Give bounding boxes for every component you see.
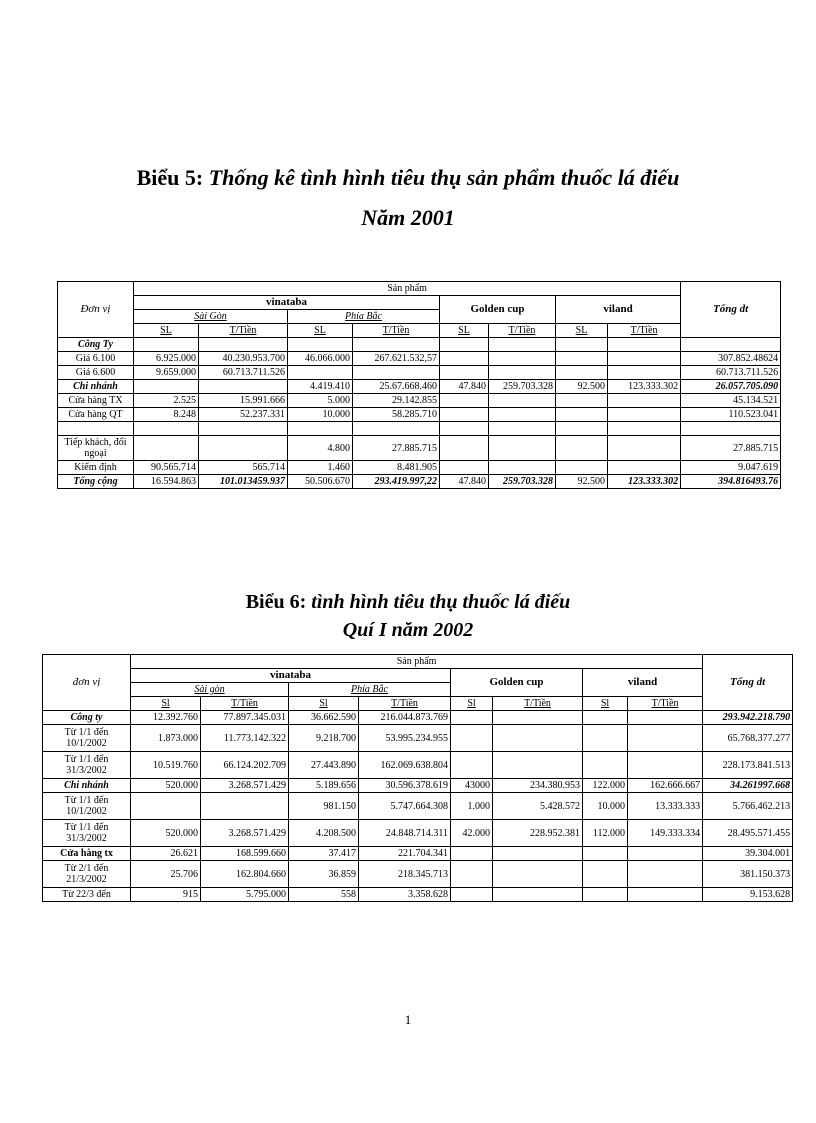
- sl-header: SL: [440, 324, 489, 338]
- table-cell: [556, 422, 608, 436]
- table-cell: 981.150: [289, 793, 359, 820]
- viland-header: viland: [556, 296, 681, 324]
- table-cell: 1.873.000: [131, 725, 201, 752]
- amount-header: T/Tiền: [199, 324, 288, 338]
- vinataba-header: vinataba: [131, 669, 451, 683]
- table-cell: 394.816493.76: [681, 475, 781, 489]
- table-cell: 4.800: [288, 436, 353, 461]
- table-cell: 27.443.890: [289, 752, 359, 779]
- sl-header: Sl: [451, 697, 493, 711]
- table-cell: 8.481.905: [353, 461, 440, 475]
- table-cell: 46.066.000: [288, 352, 353, 366]
- table-row: [43, 793, 793, 820]
- row-label: Chi nhánh: [58, 380, 134, 394]
- table-cell: 39.304.001: [703, 847, 793, 861]
- table-cell: 42.000: [451, 820, 493, 847]
- table-cell: [583, 847, 628, 861]
- table-cell: [556, 366, 608, 380]
- table-cell: [199, 436, 288, 461]
- table-cell: 5.189.656: [289, 779, 359, 793]
- table-cell: 37.417: [289, 847, 359, 861]
- total-header: Tổng dt: [703, 655, 793, 711]
- table6-title-rest: tình hình tiêu thụ thuốc lá điếu: [306, 591, 571, 613]
- table-cell: [628, 711, 703, 725]
- table-cell: 3.358.628: [359, 888, 451, 902]
- row-label: Từ 22/3 đến: [43, 888, 131, 902]
- table-cell: 293.419.997,22: [353, 475, 440, 489]
- table-cell: [353, 338, 440, 352]
- saigon-header: Sài gòn: [131, 683, 289, 697]
- table-cell: 30.596.378.619: [359, 779, 451, 793]
- amount-header: T/Tiền: [628, 697, 703, 711]
- header-row: [43, 669, 793, 683]
- table-cell: 26.057.705.090: [681, 380, 781, 394]
- table-cell: 36.859: [289, 861, 359, 888]
- table-cell: [489, 338, 556, 352]
- table-cell: 10.000: [583, 793, 628, 820]
- sl-header: Sl: [289, 697, 359, 711]
- table-cell: 4.208.500: [289, 820, 359, 847]
- header-row: [43, 697, 793, 711]
- table-cell: [440, 422, 489, 436]
- row-label: Công ty: [43, 711, 131, 725]
- table5-title: [0, 165, 816, 191]
- table-cell: 60.713.711.526: [199, 366, 288, 380]
- table-cell: 381.150.373: [703, 861, 793, 888]
- table-cell: [353, 366, 440, 380]
- table-cell: [440, 461, 489, 475]
- table-cell: [489, 461, 556, 475]
- page-number: 1: [404, 1012, 412, 1027]
- table-cell: 110.523.041: [681, 408, 781, 422]
- table-cell: 122.000: [583, 779, 628, 793]
- table-cell: [451, 888, 493, 902]
- table-cell: 112.000: [583, 820, 628, 847]
- row-label: Từ 2/1 đến 21/3/2002: [43, 861, 131, 888]
- table-row: [58, 338, 781, 352]
- table-cell: 228.173.841.513: [703, 752, 793, 779]
- table-cell: 5.000: [288, 394, 353, 408]
- table-cell: [556, 352, 608, 366]
- table-cell: 24.848.714.311: [359, 820, 451, 847]
- sl-header: SL: [288, 324, 353, 338]
- table5-title-rest: Thống kê tình hình tiêu thụ sản phẩm thuốc lá điếu: [203, 165, 680, 190]
- table-cell: 1.460: [288, 461, 353, 475]
- table-cell: 25.67.668.460: [353, 380, 440, 394]
- header-row: [58, 324, 781, 338]
- table-cell: 65.768.377.277: [703, 725, 793, 752]
- table-cell: [489, 422, 556, 436]
- table-cell: 25.706: [131, 861, 201, 888]
- table-cell: 9.047.619: [681, 461, 781, 475]
- table-cell: [199, 380, 288, 394]
- row-label: Từ 1/1 đến 10/1/2002: [43, 725, 131, 752]
- table-cell: 520.000: [131, 779, 201, 793]
- table-cell: [583, 888, 628, 902]
- sl-header: Sl: [583, 697, 628, 711]
- table6: [42, 654, 793, 902]
- table-cell: [440, 408, 489, 422]
- table-cell: 9.659.000: [134, 366, 199, 380]
- table-cell: [440, 366, 489, 380]
- table-cell: 216.044.873.769: [359, 711, 451, 725]
- table-cell: 10.519.760: [131, 752, 201, 779]
- table-cell: 307.852.48624: [681, 352, 781, 366]
- table-cell: [556, 394, 608, 408]
- table-cell: [493, 752, 583, 779]
- table-cell: 162.804.660: [201, 861, 289, 888]
- table-cell: 520.000: [131, 820, 201, 847]
- table-cell: 60.713.711.526: [681, 366, 781, 380]
- table-cell: 101.013459.937: [199, 475, 288, 489]
- table-cell: 5.428.572: [493, 793, 583, 820]
- sl-header: Sl: [131, 697, 201, 711]
- table-cell: [583, 711, 628, 725]
- row-label: Chi nhánh: [43, 779, 131, 793]
- row-label: Từ 1/1 đến 31/3/2002: [43, 752, 131, 779]
- table-cell: [451, 861, 493, 888]
- table-cell: 16.594.863: [134, 475, 199, 489]
- table-cell: [489, 408, 556, 422]
- table-cell: 36.662.590: [289, 711, 359, 725]
- table-cell: 259.703.328: [489, 475, 556, 489]
- table-row: [58, 475, 781, 489]
- amount-header: T/Tiền: [353, 324, 440, 338]
- table-row: [43, 861, 793, 888]
- table-cell: 92.500: [556, 475, 608, 489]
- table-cell: [134, 422, 199, 436]
- table-cell: 58.285.710: [353, 408, 440, 422]
- table-cell: 28.495.571.455: [703, 820, 793, 847]
- table-row: [58, 394, 781, 408]
- table-row: [58, 436, 781, 461]
- amount-header: T/Tiền: [608, 324, 681, 338]
- row-label: Cửa hàng tx: [43, 847, 131, 861]
- table-cell: 10.000: [288, 408, 353, 422]
- table-cell: [134, 436, 199, 461]
- table-cell: [608, 338, 681, 352]
- table-row: [58, 352, 781, 366]
- table-cell: 9.153.628: [703, 888, 793, 902]
- table-cell: 168.599.660: [201, 847, 289, 861]
- table-cell: [440, 352, 489, 366]
- table-cell: 915: [131, 888, 201, 902]
- row-label: Cửa hàng TX: [58, 394, 134, 408]
- table-cell: 50.506.670: [288, 475, 353, 489]
- table-cell: [628, 725, 703, 752]
- header-row: [58, 282, 781, 296]
- phiabac-header: Phía Bắc: [289, 683, 451, 697]
- unit-header: Đơn vị: [58, 282, 134, 338]
- table-cell: [451, 725, 493, 752]
- table-cell: [493, 725, 583, 752]
- table-cell: 11.773.142.322: [201, 725, 289, 752]
- table-row: [58, 408, 781, 422]
- viland-header: viland: [583, 669, 703, 697]
- row-label: Từ 1/1 đến 31/3/2002: [43, 820, 131, 847]
- table-cell: [199, 422, 288, 436]
- saigon-header: Sài Gòn: [134, 310, 288, 324]
- table-row: [43, 847, 793, 861]
- table-cell: 45.134.521: [681, 394, 781, 408]
- table-cell: [440, 338, 489, 352]
- table-cell: 221.704.341: [359, 847, 451, 861]
- amount-header: T/Tiền: [201, 697, 289, 711]
- table-cell: [489, 352, 556, 366]
- table-cell: 43000: [451, 779, 493, 793]
- row-label: Tổng cộng: [58, 475, 134, 489]
- table-cell: [556, 408, 608, 422]
- table-row: [58, 366, 781, 380]
- row-label: Từ 1/1 đến 10/1/2002: [43, 793, 131, 820]
- table-cell: 66.124.202.709: [201, 752, 289, 779]
- table-cell: [556, 436, 608, 461]
- table-cell: 40.230.953.700: [199, 352, 288, 366]
- table-cell: 15.991.666: [199, 394, 288, 408]
- row-label: Tiếp khách, đối ngoại: [58, 436, 134, 461]
- table-cell: 3.268.571.429: [201, 779, 289, 793]
- table-cell: 27.885.715: [681, 436, 781, 461]
- table-cell: [353, 422, 440, 436]
- row-label: Giá 6.100: [58, 352, 134, 366]
- table-cell: [493, 888, 583, 902]
- table-cell: [628, 888, 703, 902]
- golden-cup-header: Golden cup: [451, 669, 583, 697]
- table6-quarter: Quí I năm 2002: [342, 619, 474, 641]
- table-cell: 52.237.331: [199, 408, 288, 422]
- table-cell: [131, 793, 201, 820]
- table-row: [58, 461, 781, 475]
- table-cell: [199, 338, 288, 352]
- table-row: [43, 820, 793, 847]
- table-cell: 47.840: [440, 380, 489, 394]
- header-row: [58, 296, 781, 310]
- table-cell: 5.747.664.308: [359, 793, 451, 820]
- table-cell: [556, 461, 608, 475]
- table-cell: [134, 338, 199, 352]
- table-cell: 53.995.234.955: [359, 725, 451, 752]
- table-cell: [493, 711, 583, 725]
- table-cell: 26.621: [131, 847, 201, 861]
- table-cell: [681, 338, 781, 352]
- table-cell: [583, 752, 628, 779]
- products-header: Sản phẩm: [134, 282, 681, 296]
- table-cell: [451, 752, 493, 779]
- table-cell: 123.333.302: [608, 380, 681, 394]
- table-cell: [608, 422, 681, 436]
- table-cell: 2.525: [134, 394, 199, 408]
- table-cell: 259.703.328: [489, 380, 556, 394]
- table-cell: 228.952.381: [493, 820, 583, 847]
- golden-cup-header: Golden cup: [440, 296, 556, 324]
- table-cell: [451, 711, 493, 725]
- table-row: [43, 752, 793, 779]
- table-cell: 3.268.571.429: [201, 820, 289, 847]
- table-cell: [288, 366, 353, 380]
- amount-header: T/Tiền: [489, 324, 556, 338]
- table-cell: [288, 338, 353, 352]
- table-cell: [628, 847, 703, 861]
- table-cell: 34.261997.668: [703, 779, 793, 793]
- table-cell: [628, 752, 703, 779]
- table-cell: 558: [289, 888, 359, 902]
- row-label: Công Ty: [58, 338, 134, 352]
- table-row: [58, 380, 781, 394]
- table-row: [43, 711, 793, 725]
- table-cell: [583, 725, 628, 752]
- sl-header: SL: [134, 324, 199, 338]
- table-cell: 123.333.302: [608, 475, 681, 489]
- table-row: [58, 422, 781, 436]
- products-header: Sản phẩm: [131, 655, 703, 669]
- table-cell: 5.766.462.213: [703, 793, 793, 820]
- table-row: [43, 725, 793, 752]
- table-row: [43, 779, 793, 793]
- sl-header: SL: [556, 324, 608, 338]
- table-cell: [681, 422, 781, 436]
- table-cell: 29.142.855: [353, 394, 440, 408]
- table6-title-prefix: Biểu 6:: [245, 591, 307, 613]
- table-cell: 5.795.000: [201, 888, 289, 902]
- table-cell: [134, 380, 199, 394]
- row-label: Kiểm định: [58, 461, 134, 475]
- table-cell: 27.885.715: [353, 436, 440, 461]
- row-label: Cửa hàng QT: [58, 408, 134, 422]
- table-cell: 234.380.953: [493, 779, 583, 793]
- table-cell: 77.897.345.031: [201, 711, 289, 725]
- table-cell: 4.419.410: [288, 380, 353, 394]
- table-cell: 218.345.713: [359, 861, 451, 888]
- table-cell: [556, 338, 608, 352]
- table-cell: [608, 352, 681, 366]
- table-cell: [440, 436, 489, 461]
- table-cell: [440, 394, 489, 408]
- table-cell: [288, 422, 353, 436]
- unit-header: đơn vị: [43, 655, 131, 711]
- table-cell: [493, 861, 583, 888]
- table-cell: 47.840: [440, 475, 489, 489]
- table-cell: [489, 366, 556, 380]
- table-cell: 565.714: [199, 461, 288, 475]
- vinataba-header: vinataba: [134, 296, 440, 310]
- table5: [57, 281, 781, 489]
- table-cell: [493, 847, 583, 861]
- table-cell: 12.392.760: [131, 711, 201, 725]
- table-cell: 162.666.667: [628, 779, 703, 793]
- table-cell: [489, 436, 556, 461]
- table-row: [43, 888, 793, 902]
- table5-year: Năm 2001: [361, 205, 455, 230]
- table-cell: [628, 861, 703, 888]
- table-cell: 6.925.000: [134, 352, 199, 366]
- phiabac-header: Phía Bắc: [288, 310, 440, 324]
- table-cell: 149.333.334: [628, 820, 703, 847]
- table-cell: 162.069.638.804: [359, 752, 451, 779]
- table-cell: [608, 408, 681, 422]
- row-label: Giá 6.600: [58, 366, 134, 380]
- table-cell: [608, 436, 681, 461]
- table-cell: 1.000: [451, 793, 493, 820]
- table-cell: [608, 394, 681, 408]
- table-cell: [489, 394, 556, 408]
- table-cell: 293.942.218.790: [703, 711, 793, 725]
- table-cell: 267.621.532,57: [353, 352, 440, 366]
- table6-title: [0, 591, 816, 614]
- table-cell: [608, 366, 681, 380]
- table5-title-prefix: Biểu 5:: [136, 165, 204, 190]
- table-cell: [201, 793, 289, 820]
- table-cell: 8.248: [134, 408, 199, 422]
- table-cell: [451, 847, 493, 861]
- header-row: [43, 655, 793, 669]
- table-cell: 90.565.714: [134, 461, 199, 475]
- table-cell: 92.500: [556, 380, 608, 394]
- table-cell: 13.333.333: [628, 793, 703, 820]
- amount-header: T/Tiền: [359, 697, 451, 711]
- table-cell: [583, 861, 628, 888]
- row-label: [58, 422, 134, 436]
- total-header: Tổng dt: [681, 282, 781, 338]
- table-cell: [608, 461, 681, 475]
- table-cell: 9.218.700: [289, 725, 359, 752]
- amount-header: T/Tiền: [493, 697, 583, 711]
